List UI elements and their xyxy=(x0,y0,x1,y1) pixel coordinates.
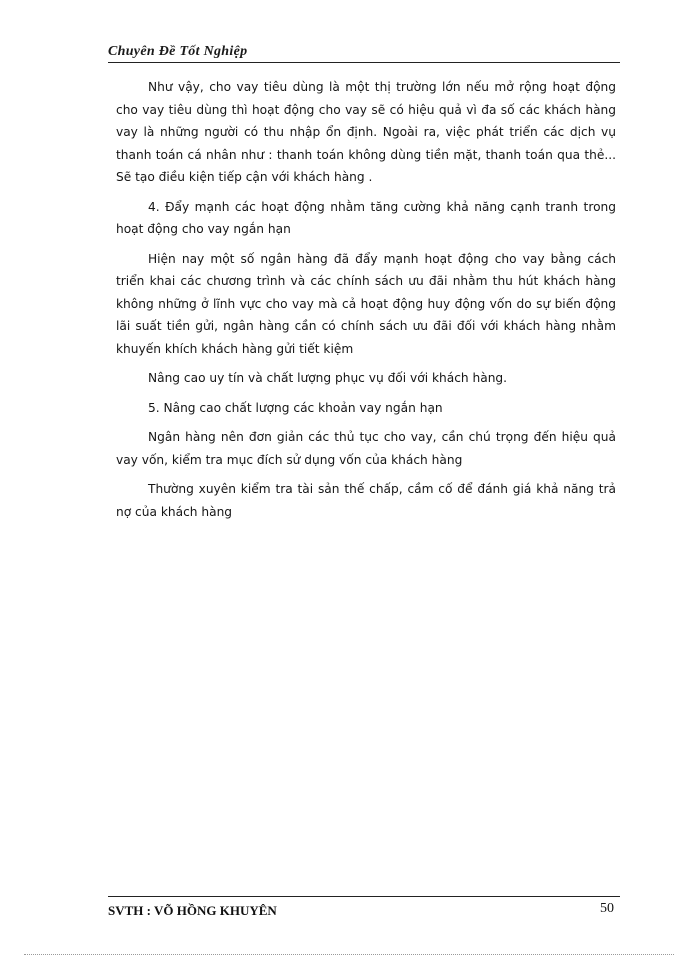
section-heading-4: 4. Đẩy mạnh các hoạt động nhằm tăng cường khả năng cạnh tranh trong hoạt động cho vay ngắn hạn xyxy=(116,199,616,236)
header-title: Chuyên Đề Tốt Nghiệp xyxy=(108,44,248,59)
page-header xyxy=(108,40,620,63)
page-footer xyxy=(108,896,620,923)
footer-author: SVTH : VÕ HỒNG KHUYÊN xyxy=(108,903,277,918)
section-heading-5: 5. Nâng cao chất lượng các khoản vay ngắn hạn xyxy=(148,400,443,415)
paragraph-consumer-lending: Như vậy, cho vay tiêu dùng là một thị trường lớn nếu mở rộng hoạt động cho vay tiêu dùng thì hoạt động cho vay sẽ có hiệu quả vì đa số các khách hàng vay là những người có thu nhập ổn định. Ngoài ra, việc phát triển các dịch vụ thanh toán cá nhân như : thanh toán không dùng tiền mặt, thanh toán qua thẻ... Sẽ tạo điều kiện tiếp cận với khách hàng . xyxy=(116,80,616,184)
paragraph-simplify-procedures: Ngân hàng nên đơn giản các thủ tục cho vay, cần chú trọng đến hiệu quả vay vốn, kiểm tra mục đích sử dụng vốn của khách hàng xyxy=(116,430,616,467)
paragraph-collateral-check: Thường xuyên kiểm tra tài sản thế chấp, cầm cố để đánh giá khả năng trả nợ của khách hàng xyxy=(116,482,616,519)
page-number: 50 xyxy=(600,901,614,916)
paragraph-bank-promotions: Hiện nay một số ngân hàng đã đẩy mạnh hoạt động cho vay bằng cách triển khai các chương trình và các chính sách ưu đãi nhằm thu hút khách hàng không những ở lĩnh vực cho vay mà cả hoạt động huy động vốn do sự biến động lãi suất tiền gửi, ngân hàng cần có chính sách ưu đãi đối với khách hàng nhằm khuyến khích khách hàng gửi tiết kiệm xyxy=(116,251,616,356)
body-content xyxy=(116,76,616,530)
page-bottom-divider xyxy=(24,954,674,955)
paragraph-reputation: Nâng cao uy tín và chất lượng phục vụ đối với khách hàng. xyxy=(148,371,508,385)
